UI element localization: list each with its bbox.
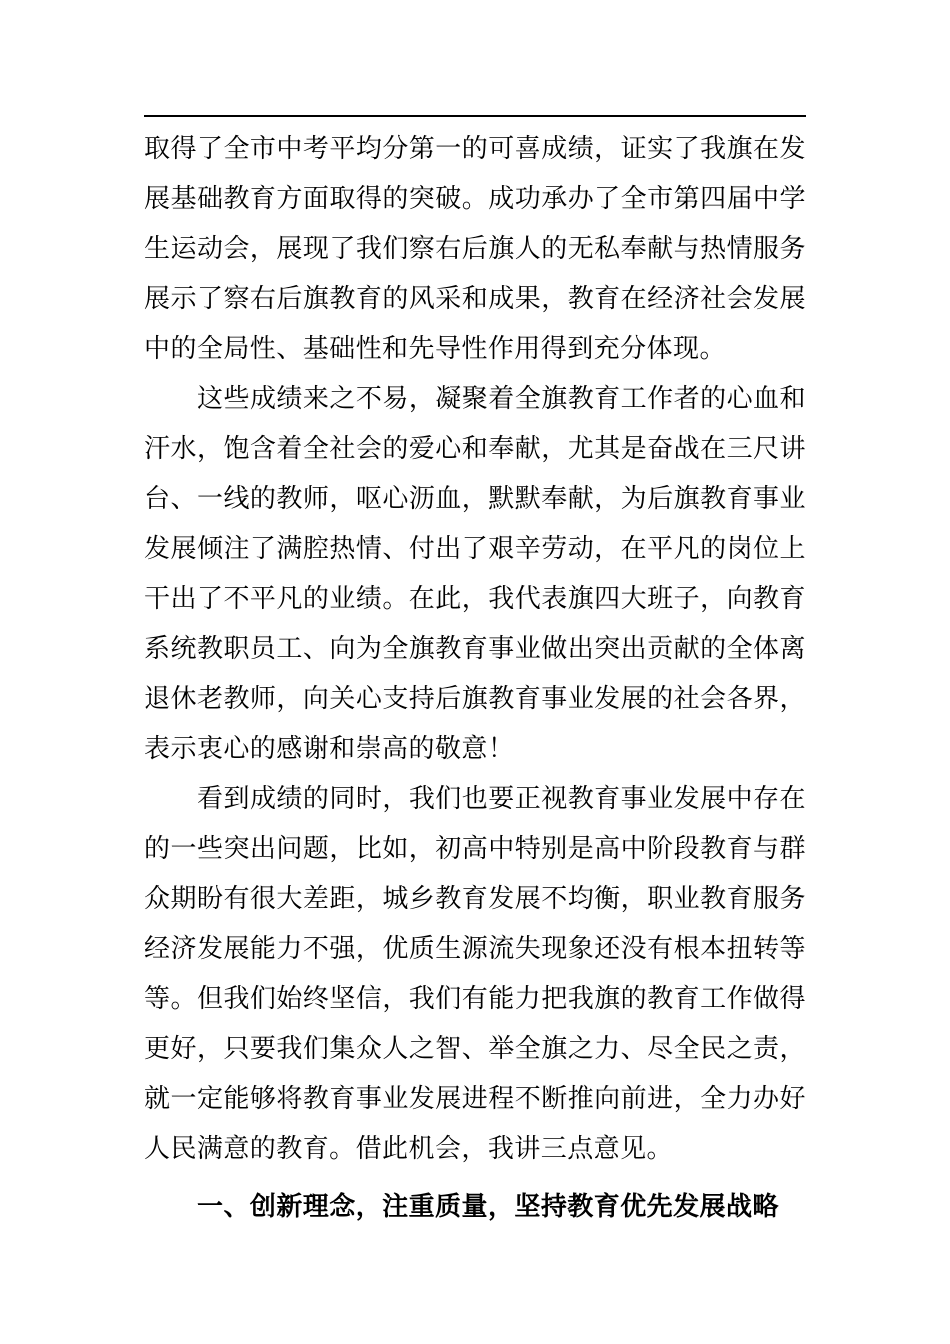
header-rule — [144, 115, 806, 117]
section-heading: 一、创新理念，注重质量，坚持教育优先发展战略 — [197, 1192, 779, 1222]
document-body — [144, 124, 806, 1232]
paragraph-problems: 看到成绩的同时，我们也要正视教育事业发展中存在的一些突出问题，比如，初高中特别是高中阶段教育与群众期盼有很大差距，城乡教育发展不均衡，职业教育服务经济发展能力不强，优质生源流失现象还没有根本扭转等等。但我们始终坚信，我们有能力把我旗的教育工作做得更好，只要我们集众人之智、举全旗之力、尽全民之责，就一定能够将教育事业发展进程不断推向前进，全力办好人民满意的教育。借此机会，我讲三点意见。 — [144, 784, 806, 1164]
paragraph-continuation: 取得了全市中考平均分第一的可喜成绩，证实了我旗在发展基础教育方面取得的突破。成功承办了全市第四届中学生运动会，展现了我们察右后旗人的无私奉献与热情服务展示了察右后旗教育的风采和成果，教育在经济社会发展中的全局性、基础性和先导性作用得到充分体现。 — [144, 134, 806, 364]
paragraph-achievements: 这些成绩来之不易，凝聚着全旗教育工作者的心血和汗水，饱含着全社会的爱心和奉献，尤其是奋战在三尺讲台、一线的教师，呕心沥血，默默奉献，为后旗教育事业发展倾注了满腔热情、付出了艰辛劳动，在平凡的岗位上干出了不平凡的业绩。在此，我代表旗四大班子，向教育系统教职员工、向为全旗教育事业做出突出贡献的全体离退休老教师，向关心支持后旗教育事业发展的社会各界，表示衷心的感谢和崇高的敬意！ — [144, 384, 806, 764]
